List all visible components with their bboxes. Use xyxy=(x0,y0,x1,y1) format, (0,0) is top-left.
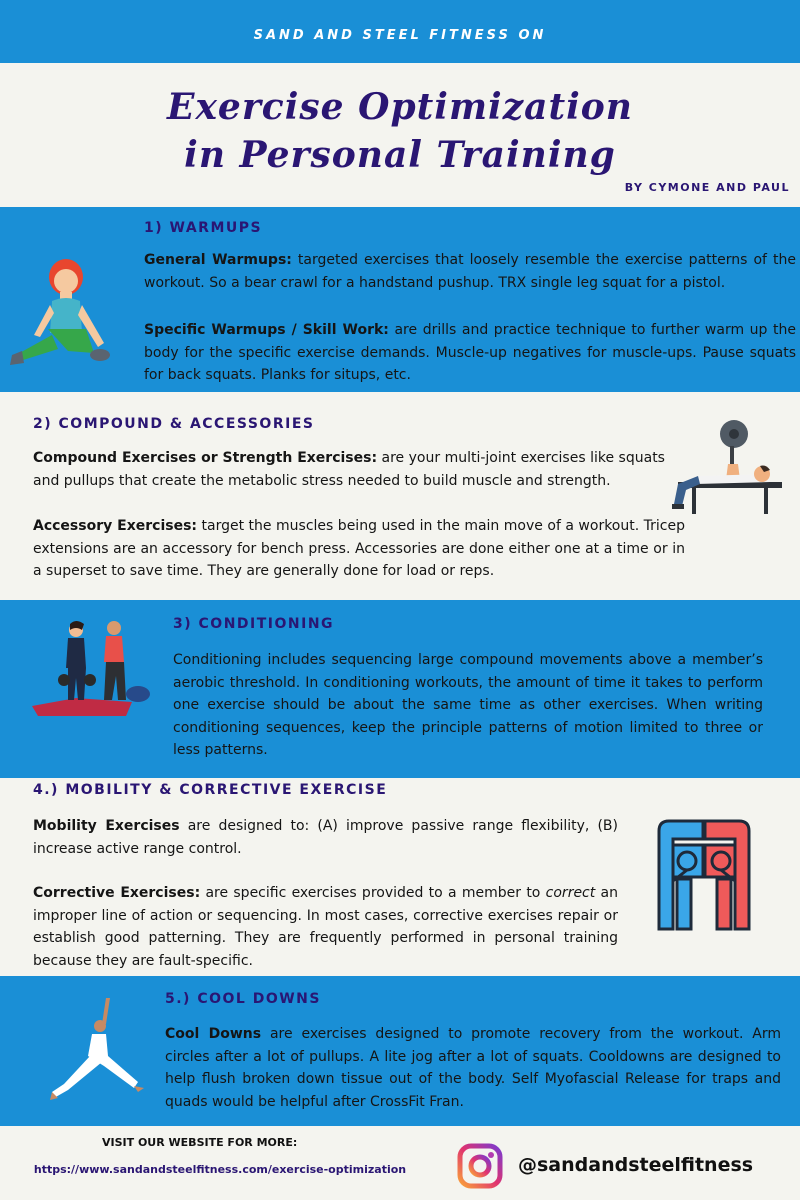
section-cool-downs xyxy=(0,976,800,1126)
paragraph-body: target the muscles being used in the main move of a workout. Tricep extensions are an accessory for bench press. Accessories are done either one at a time or in a superset to save time. They are generally done for load or reps. xyxy=(33,518,686,579)
instagram-icon[interactable] xyxy=(456,1142,504,1190)
section-heading: 2) COMPOUND & ACCESSORIES xyxy=(33,416,315,432)
yoga-lunge-icon xyxy=(48,994,148,1104)
accessory-exercises-paragraph xyxy=(33,515,685,583)
paragraph-lead: Cool Downs xyxy=(165,1026,262,1042)
bench-press-icon xyxy=(668,418,786,518)
paragraph-lead: General Warmups: xyxy=(144,252,292,268)
paragraph-body: are designed to: (A) improve passive range flexibility, (B) increase active range control. xyxy=(33,818,618,857)
paragraph-lead: Accessory Exercises: xyxy=(33,518,198,534)
section-heading: 4.) MOBILITY & CORRECTIVE EXERCISE xyxy=(33,782,388,798)
paragraph-lead: Mobility Exercises xyxy=(33,818,180,834)
paragraph-tail: an improper line of action or sequencing. In most cases, corrective exercises repair or establish good patterning. They are frequently performed in personal training because they are fault-specific. xyxy=(33,885,618,969)
paragraph-lead: Corrective Exercises: xyxy=(33,885,201,901)
section-heading: 1) WARMUPS xyxy=(144,220,263,236)
section-heading: 5.) COOL DOWNS xyxy=(165,991,321,1007)
paragraph-body: targeted exercises that loosely resemble the exercise patterns of the workout. So a bear crawl for a handstand pushup. TRX single leg squat for a pistol. xyxy=(144,252,796,291)
page-title-line-1: Exercise Optimization xyxy=(167,86,633,128)
paragraph-lead: Specific Warmups / Skill Work: xyxy=(144,322,389,338)
conditioning-paragraph xyxy=(173,649,763,762)
paragraph-body: are drills and practice technique to further warm up the body for the specific exercise demands. Muscle-up negatives for muscle-ups. Pause squats for back squats. Planks for situps, etc. xyxy=(144,322,796,383)
cool-downs-paragraph xyxy=(165,1023,781,1113)
specific-warmups-paragraph xyxy=(144,319,796,387)
paragraph-body: Conditioning includes sequencing large compound movements above a member’s aerobic threshold. In conditioning workouts, the amount of time it takes to perform one exercise should be about the same time as other exercises. When writing conditioning sequences, keep the principle patterns of motion limited to three or less patterns. xyxy=(173,652,763,758)
social-handle[interactable]: @sandandsteelfitness xyxy=(518,1154,754,1176)
mobility-exercises-paragraph xyxy=(33,815,618,860)
kicker-text: SAND AND STEEL FITNESS ON xyxy=(253,28,547,43)
section-conditioning xyxy=(0,600,800,778)
paragraph-emphasis: correct xyxy=(545,885,596,901)
kettlebell-couple-icon xyxy=(30,618,160,718)
stretching-woman-icon xyxy=(8,255,120,370)
page-title-line-2: in Personal Training xyxy=(184,134,616,176)
paragraph-lead: Compound Exercises or Strength Exercises: xyxy=(33,450,378,466)
byline: BY CYMONE AND PAUL xyxy=(624,181,790,194)
mobility-logo-icon xyxy=(647,817,761,937)
website-link[interactable]: https://www.sandandsteelfitness.com/exercise-optimization xyxy=(33,1163,407,1176)
corrective-exercises-paragraph xyxy=(33,882,618,972)
section-heading: 3) CONDITIONING xyxy=(173,616,335,632)
compound-exercises-paragraph xyxy=(33,447,665,492)
top-banner xyxy=(0,0,800,63)
paragraph-body: are specific exercises provided to a member to xyxy=(200,885,546,901)
general-warmups-paragraph xyxy=(144,249,796,294)
paragraph-body: are your multi-joint exercises like squats and pullups that create the metabolic stress needed to build muscle and strength. xyxy=(33,450,665,489)
section-warmups xyxy=(0,207,800,392)
visit-website-label: VISIT OUR WEBSITE FOR MORE: xyxy=(102,1136,298,1149)
paragraph-body: are exercises designed to promote recovery from the workout. Arm circles after a lot of pullups. A lite jog after a lot of squats. Cooldowns are designed to help flush broken down tissue out of the body. Self Myofascial Release for traps and quads would be helpful after CrossFit Fran. xyxy=(165,1026,781,1110)
